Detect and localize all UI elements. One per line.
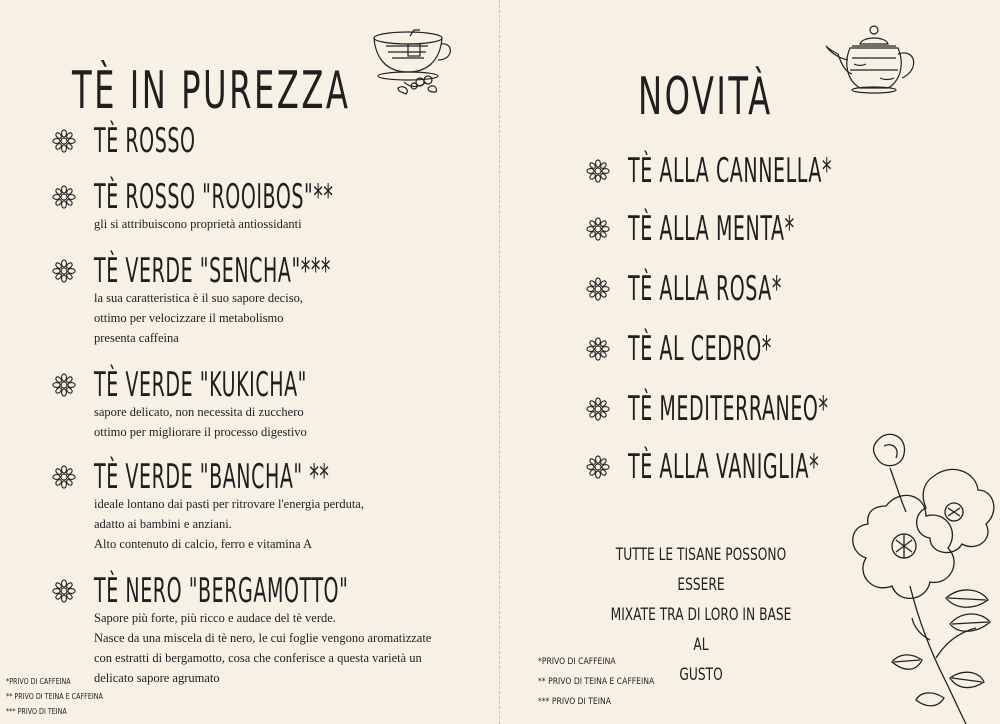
tea-name: TÈ VERDE "BANCHA" **: [94, 457, 330, 497]
description-line: ottimo per migliorare il processo digestivo: [94, 425, 307, 439]
daisy-flower-icon: [52, 373, 76, 397]
description-line: delicato sapore agrumato: [94, 671, 220, 685]
right-legend: [538, 652, 654, 712]
tea-description: [94, 608, 548, 688]
tea-item: [52, 571, 548, 688]
tea-description: [94, 402, 474, 442]
legend-line: *** PRIVO DI TEINA: [6, 707, 67, 716]
description-line: gli si attribuiscono proprietà antiossidanti: [94, 217, 302, 231]
legend-line: *PRIVO DI CAFFEINA: [538, 657, 616, 667]
right-page-title: NOVITÀ: [638, 66, 773, 127]
teacup-icon: [368, 26, 454, 98]
tea-item: [52, 121, 275, 161]
legend-line: ** PRIVO DI TEINA E CAFFEINA: [6, 692, 103, 701]
tea-name: TÈ VERDE "SENCHA"***: [94, 251, 332, 291]
novelty-name: TÈ ALLA CANNELLA*: [628, 151, 833, 191]
legend-line: *PRIVO DI CAFFEINA: [6, 677, 71, 686]
teapot-icon: [824, 22, 922, 98]
novelty-item: [586, 209, 926, 249]
novelty-item: [586, 389, 986, 429]
daisy-flower-icon: [586, 337, 610, 361]
description-line: Alto contenuto di calcio, ferro e vitamina A: [94, 537, 312, 551]
description-line: adatto ai bambini e anziani.: [94, 517, 232, 531]
novelty-name: TÈ ALLA ROSA*: [628, 269, 782, 309]
note-line: TUTTE LE TISANE POSSONO ESSERE: [615, 545, 787, 595]
daisy-flower-icon: [52, 579, 76, 603]
left-legend: [6, 674, 103, 719]
tea-name: TÈ ROSSO: [94, 121, 196, 161]
tea-item: [52, 177, 522, 234]
novelty-name: TÈ MEDITERRANEO*: [628, 389, 829, 429]
novelty-name: TÈ ALLA VANIGLIA*: [628, 447, 820, 487]
description-line: con estratti di bergamotto, cosa che conferisce a questa varietà un: [94, 651, 422, 665]
daisy-flower-icon: [52, 129, 76, 153]
tea-name: TÈ ROSSO "ROOIBOS"**: [94, 177, 334, 217]
description-line: Sapore più forte, più ricco e audace del tè verde.: [94, 611, 336, 625]
daisy-flower-icon: [52, 259, 76, 283]
description-line: ottimo per velocizzare il metabolismo: [94, 311, 284, 325]
novelty-item: [586, 329, 885, 369]
description-line: presenta caffeina: [94, 331, 179, 345]
daisy-flower-icon: [586, 397, 610, 421]
description-line: Nasce da una miscela di tè nero, le cui foglie vengono aromatizzate: [94, 631, 432, 645]
description-line: ideale lontano dai pasti per ritrovare l'energia perduta,: [94, 497, 364, 511]
tea-name: TÈ NERO "BERGAMOTTO": [94, 571, 349, 611]
novelty-name: TÈ AL CEDRO*: [628, 329, 772, 369]
note-line: MIXATE TRA DI LORO IN BASE AL: [610, 605, 792, 655]
tea-item: [52, 365, 474, 442]
left-page-title: TÈ IN PUREZZA: [72, 60, 351, 121]
daisy-flower-icon: [52, 465, 76, 489]
description-line: sapore delicato, non necessita di zucchero: [94, 405, 304, 419]
tea-description: [94, 288, 517, 348]
daisy-flower-icon: [586, 159, 610, 183]
legend-line: *** PRIVO DI TEINA: [538, 697, 611, 707]
tea-description: [94, 494, 515, 554]
tea-item: [52, 457, 515, 554]
description-line: la sua caratteristica è il suo sapore deciso,: [94, 291, 303, 305]
daisy-flower-icon: [586, 217, 610, 241]
novelty-item: [586, 151, 992, 191]
tea-item: [52, 251, 517, 348]
daisy-flower-icon: [586, 455, 610, 479]
wild-rose-illustration: [826, 428, 1000, 724]
novelty-name: TÈ ALLA MENTA*: [628, 209, 795, 249]
note-line: GUSTO: [679, 665, 723, 685]
tea-description: [94, 214, 522, 234]
legend-line: ** PRIVO DI TEINA E CAFFEINA: [538, 677, 655, 687]
novelty-item: [586, 269, 903, 309]
daisy-flower-icon: [52, 185, 76, 209]
daisy-flower-icon: [586, 277, 610, 301]
tea-name: TÈ VERDE "KUKICHA": [94, 365, 307, 405]
